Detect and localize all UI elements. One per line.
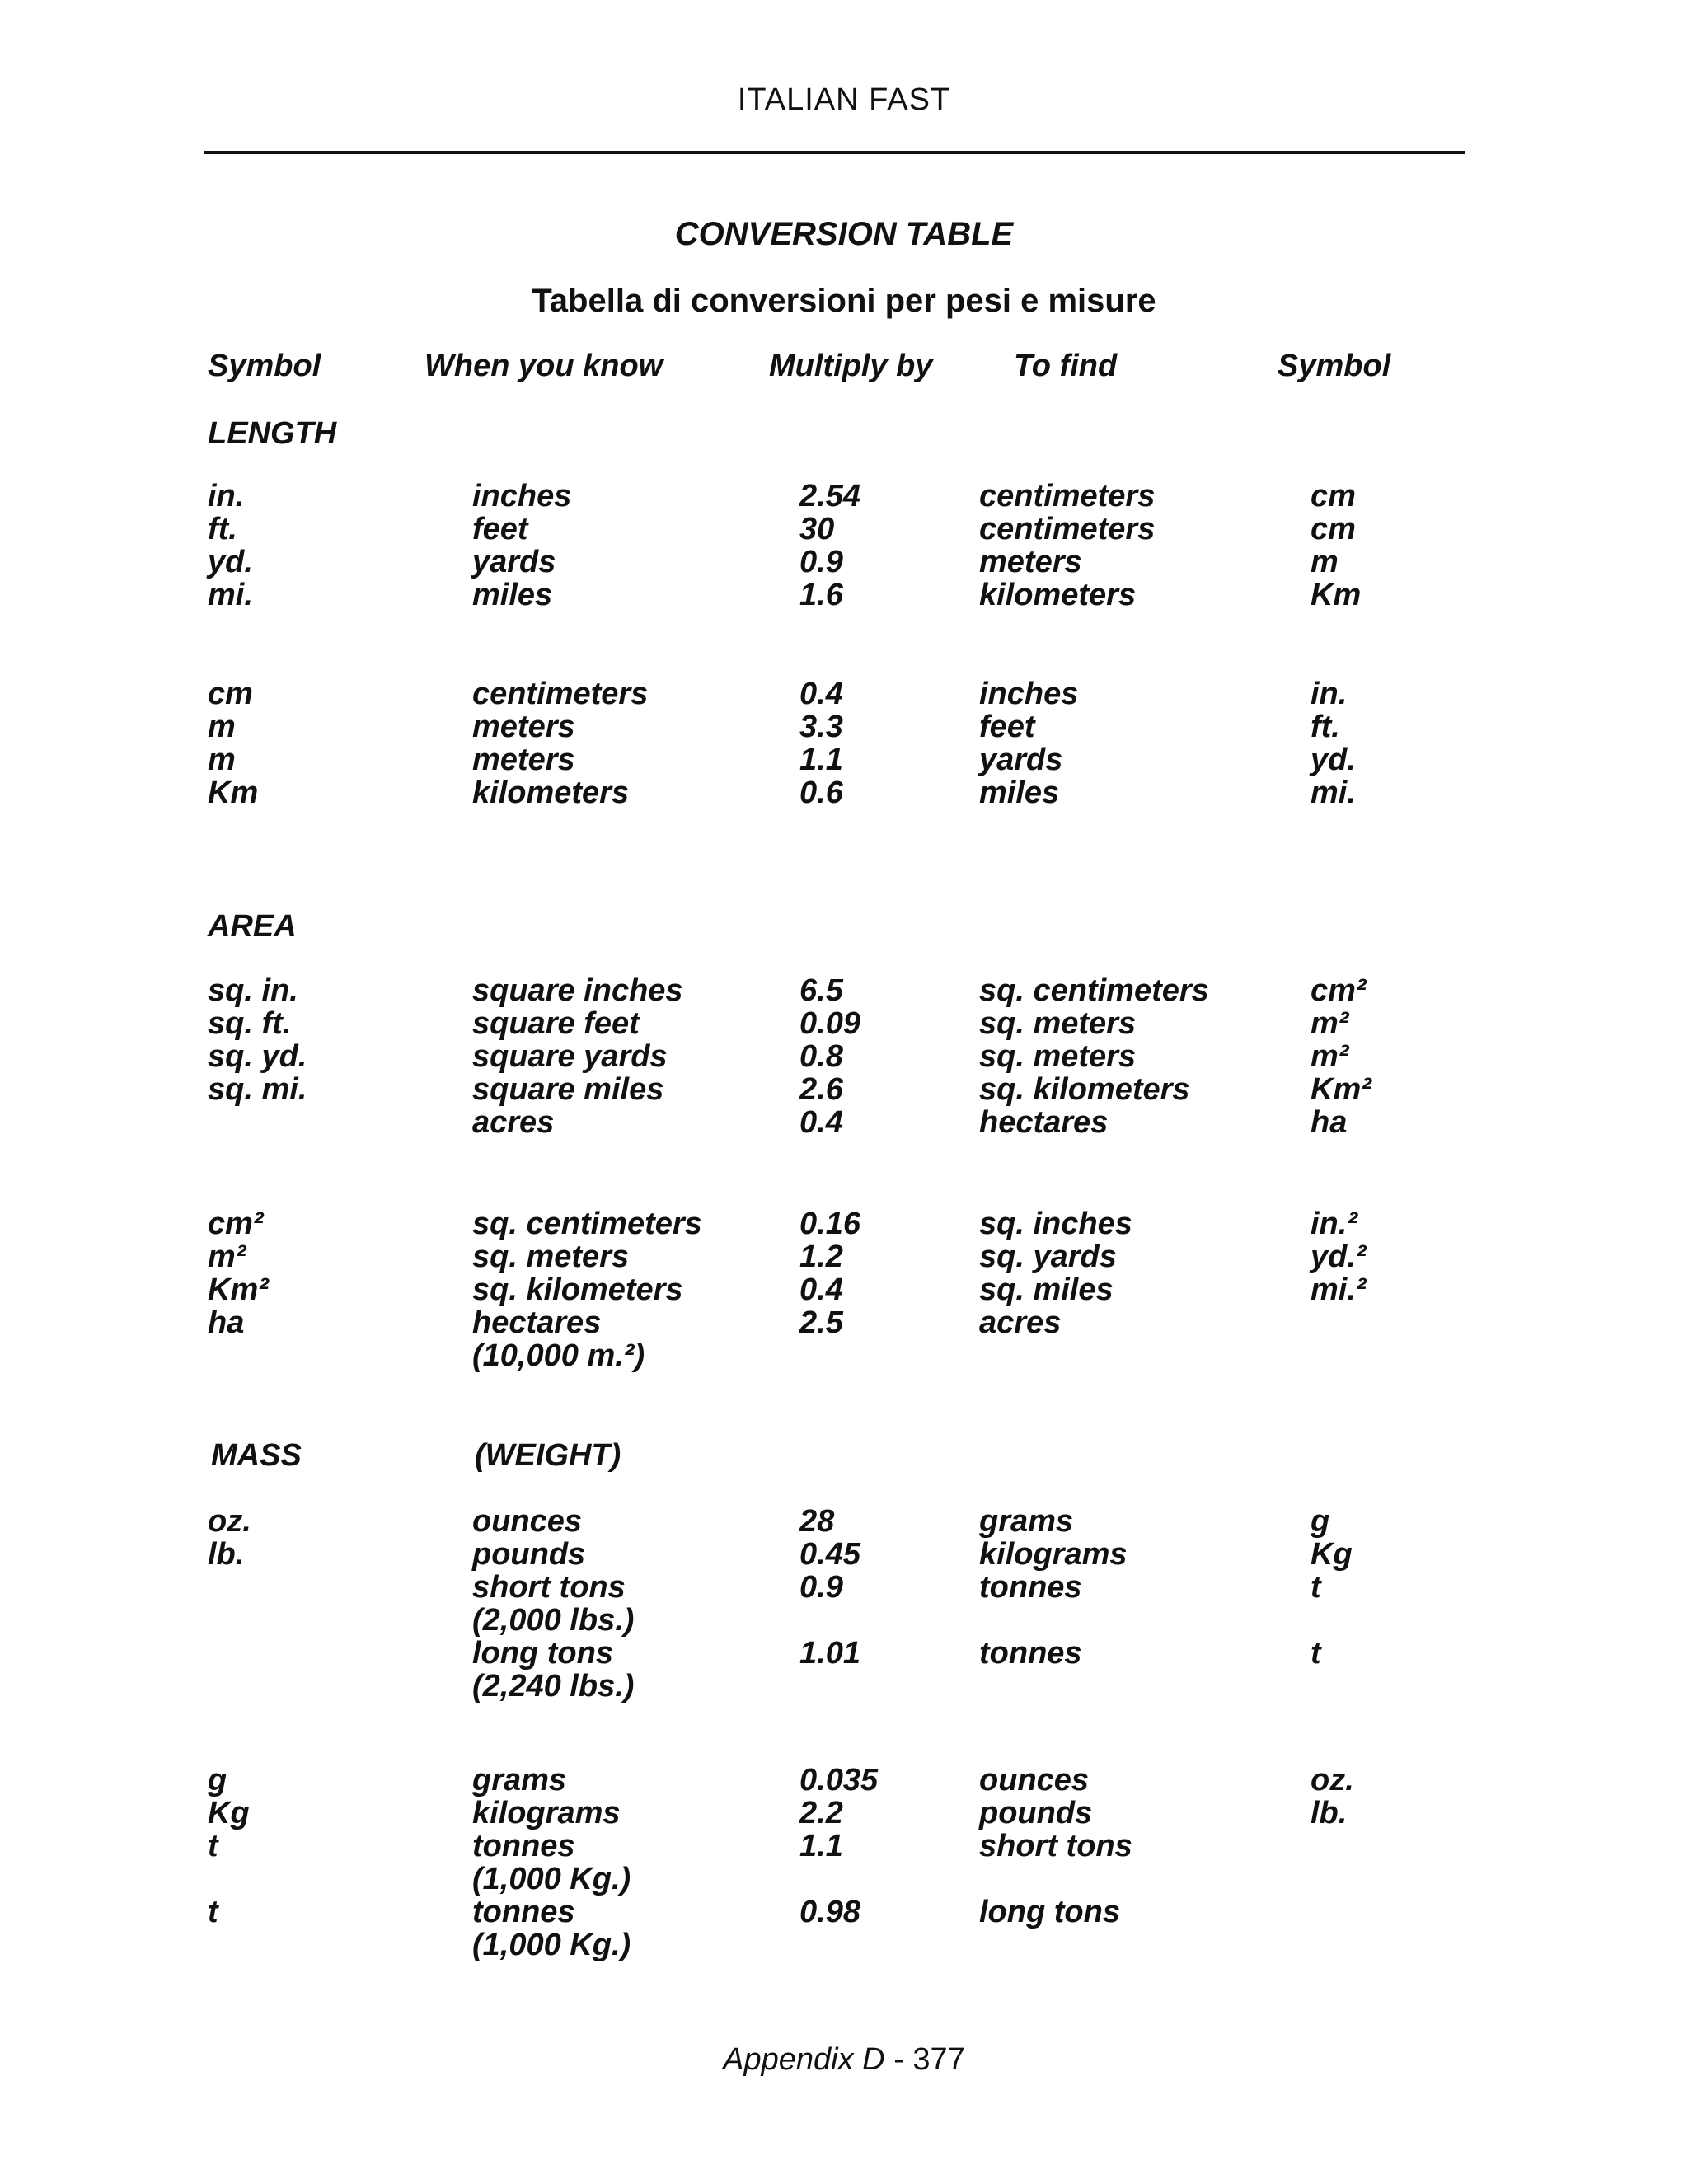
cell-when-you-know: centimeters <box>472 677 649 711</box>
cell-to-find: sq. inches <box>979 1207 1132 1241</box>
cell-when-you-know: feet <box>472 512 528 546</box>
cell-symbol-result: ft. <box>1311 710 1340 744</box>
cell-multiply-by: 28 <box>799 1504 835 1539</box>
cell-symbol-result: m <box>1311 545 1339 579</box>
cell-symbol-result: in. <box>1311 677 1348 711</box>
cell-when-you-know: inches <box>472 479 572 513</box>
cell-multiply-by: 1.01 <box>799 1636 860 1671</box>
cell-symbol-result: cm² <box>1311 973 1367 1008</box>
header-when-you-know: When you know <box>424 349 663 383</box>
page-title: CONVERSION TABLE <box>674 216 1014 252</box>
cell-symbol: ha <box>208 1305 245 1340</box>
cell-symbol: oz. <box>208 1504 251 1539</box>
cell-multiply-by: 0.9 <box>799 545 843 579</box>
section-mass: MASS <box>211 1438 302 1473</box>
cell-to-find: kilometers <box>979 578 1137 612</box>
cell-to-find: sq. centimeters <box>979 973 1209 1008</box>
cell-to-find: sq. meters <box>979 1039 1137 1074</box>
cell-to-find: miles <box>979 776 1060 810</box>
cell-when-you-know: kilometers <box>472 776 630 810</box>
cell-symbol-result: cm <box>1311 512 1356 546</box>
cell-multiply-by: 0.45 <box>799 1537 860 1572</box>
cell-multiply-by: 1.1 <box>799 743 843 777</box>
cell-symbol: sq. in. <box>208 973 298 1008</box>
cell-when-you-know: tonnes <box>472 1895 575 1929</box>
cell-multiply-by: 1.2 <box>799 1240 843 1274</box>
cell-symbol-result: Km <box>1311 578 1362 612</box>
cell-to-find: acres <box>979 1305 1062 1340</box>
cell-multiply-by: 2.2 <box>799 1796 843 1830</box>
page-footer <box>0 2042 1688 2078</box>
cell-symbol-result: in.² <box>1311 1207 1357 1241</box>
cell-to-find: sq. meters <box>979 1006 1137 1041</box>
cell-to-find: sq. kilometers <box>979 1072 1190 1107</box>
cell-symbol: ft. <box>208 512 237 546</box>
section-area: AREA <box>208 909 297 944</box>
cell-symbol: cm² <box>208 1207 264 1241</box>
cell-multiply-by: 0.4 <box>799 1272 843 1307</box>
cell-symbol-result: yd.² <box>1311 1240 1367 1274</box>
cell-symbol: m <box>208 710 236 744</box>
cell-symbol: lb. <box>208 1537 245 1572</box>
cell-to-find: centimeters <box>979 512 1156 546</box>
cell-symbol: sq. mi. <box>208 1072 307 1107</box>
cell-symbol-result: t <box>1311 1570 1321 1605</box>
cell-when-you-know: square miles <box>472 1072 664 1107</box>
cell-multiply-by: 2.54 <box>799 479 860 513</box>
cell-multiply-by: 0.8 <box>799 1039 843 1074</box>
cell-symbol-result: t <box>1311 1636 1321 1671</box>
cell-multiply-by: 1.6 <box>799 578 843 612</box>
cell-symbol-result: Km² <box>1311 1072 1372 1107</box>
section-length: LENGTH <box>208 416 337 451</box>
cell-symbol: t <box>208 1829 218 1863</box>
footer-separator: - <box>884 2042 913 2077</box>
cell-symbol-result: Kg <box>1311 1537 1353 1572</box>
cell-multiply-by: 0.4 <box>799 1105 843 1140</box>
cell-when-you-know: (2,000 lbs.) <box>472 1603 635 1638</box>
cell-when-you-know: ounces <box>472 1504 583 1539</box>
cell-symbol: cm <box>208 677 253 711</box>
cell-symbol: in. <box>208 479 245 513</box>
page-subtitle: Tabella di conversioni per pesi e misure <box>532 283 1156 319</box>
cell-when-you-know: meters <box>472 743 575 777</box>
cell-when-you-know: (1,000 Kg.) <box>472 1928 631 1962</box>
cell-multiply-by: 0.6 <box>799 776 843 810</box>
cell-to-find: sq. yards <box>979 1240 1117 1274</box>
cell-symbol: Km <box>208 776 259 810</box>
cell-symbol: m <box>208 743 236 777</box>
cell-to-find: grams <box>979 1504 1074 1539</box>
cell-symbol-result: yd. <box>1311 743 1356 777</box>
cell-symbol: sq. yd. <box>208 1039 307 1074</box>
cell-symbol-result: mi.² <box>1311 1272 1367 1307</box>
cell-symbol: Km² <box>208 1272 269 1307</box>
footer-appendix-label: Appendix D <box>723 2042 885 2077</box>
cell-multiply-by: 0.16 <box>799 1207 860 1241</box>
cell-to-find: inches <box>979 677 1079 711</box>
cell-multiply-by: 2.5 <box>799 1305 843 1340</box>
cell-when-you-know: hectares <box>472 1305 602 1340</box>
cell-when-you-know: (2,240 lbs.) <box>472 1669 635 1704</box>
cell-multiply-by: 2.6 <box>799 1072 843 1107</box>
header-symbol: Symbol <box>208 349 321 383</box>
cell-symbol-result: cm <box>1311 479 1356 513</box>
cell-to-find: kilograms <box>979 1537 1128 1572</box>
header-to-find: To find <box>1014 349 1118 383</box>
cell-symbol-result: mi. <box>1311 776 1356 810</box>
cell-symbol-result: g <box>1311 1504 1330 1539</box>
cell-to-find: yards <box>979 743 1063 777</box>
cell-symbol-result: lb. <box>1311 1796 1348 1830</box>
cell-to-find: sq. miles <box>979 1272 1114 1307</box>
page-number: 377 <box>912 2042 965 2077</box>
cell-symbol: t <box>208 1895 218 1929</box>
cell-symbol-result: ha <box>1311 1105 1348 1140</box>
cell-to-find: tonnes <box>979 1636 1082 1671</box>
cell-multiply-by: 6.5 <box>799 973 843 1008</box>
cell-to-find: ounces <box>979 1763 1090 1797</box>
cell-to-find: hectares <box>979 1105 1109 1140</box>
section-mass-note: (WEIGHT) <box>475 1438 621 1473</box>
cell-to-find: pounds <box>979 1796 1093 1830</box>
cell-when-you-know: square inches <box>472 973 683 1008</box>
cell-when-you-know: long tons <box>472 1636 613 1671</box>
cell-multiply-by: 0.4 <box>799 677 843 711</box>
cell-when-you-know: miles <box>472 578 553 612</box>
cell-when-you-know: sq. kilometers <box>472 1272 683 1307</box>
cell-to-find: short tons <box>979 1829 1132 1863</box>
cell-symbol: mi. <box>208 578 253 612</box>
cell-when-you-know: yards <box>472 545 556 579</box>
cell-symbol-result: m² <box>1311 1039 1349 1074</box>
cell-when-you-know: square yards <box>472 1039 668 1074</box>
cell-symbol: Kg <box>208 1796 250 1830</box>
cell-when-you-know: sq. centimeters <box>472 1207 702 1241</box>
cell-multiply-by: 3.3 <box>799 710 843 744</box>
cell-to-find: tonnes <box>979 1570 1082 1605</box>
cell-symbol-result: m² <box>1311 1006 1349 1041</box>
cell-when-you-know: pounds <box>472 1537 586 1572</box>
cell-symbol: m² <box>208 1240 246 1274</box>
cell-when-you-know: (1,000 Kg.) <box>472 1862 631 1896</box>
cell-multiply-by: 0.9 <box>799 1570 843 1605</box>
cell-to-find: feet <box>979 710 1035 744</box>
header-symbol-result: Symbol <box>1278 349 1391 383</box>
cell-to-find: centimeters <box>979 479 1156 513</box>
cell-symbol: g <box>208 1763 227 1797</box>
cell-when-you-know: kilograms <box>472 1796 621 1830</box>
cell-when-you-know: meters <box>472 710 575 744</box>
cell-when-you-know: sq. meters <box>472 1240 630 1274</box>
cell-multiply-by: 30 <box>799 512 835 546</box>
running-head: ITALIAN FAST <box>737 82 951 117</box>
cell-when-you-know: grams <box>472 1763 567 1797</box>
cell-multiply-by: 0.035 <box>799 1763 879 1797</box>
cell-symbol: yd. <box>208 545 253 579</box>
cell-multiply-by: 1.1 <box>799 1829 843 1863</box>
cell-when-you-know: acres <box>472 1105 555 1140</box>
cell-to-find: long tons <box>979 1895 1120 1929</box>
cell-multiply-by: 0.09 <box>799 1006 860 1041</box>
cell-when-you-know: tonnes <box>472 1829 575 1863</box>
cell-symbol: sq. ft. <box>208 1006 292 1041</box>
header-rule <box>204 151 1465 154</box>
cell-when-you-know: square feet <box>472 1006 640 1041</box>
cell-to-find: meters <box>979 545 1082 579</box>
cell-when-you-know: short tons <box>472 1570 626 1605</box>
cell-symbol-result: oz. <box>1311 1763 1354 1797</box>
cell-multiply-by: 0.98 <box>799 1895 860 1929</box>
cell-when-you-know: (10,000 m.²) <box>472 1338 645 1373</box>
header-multiply-by: Multiply by <box>769 349 933 383</box>
